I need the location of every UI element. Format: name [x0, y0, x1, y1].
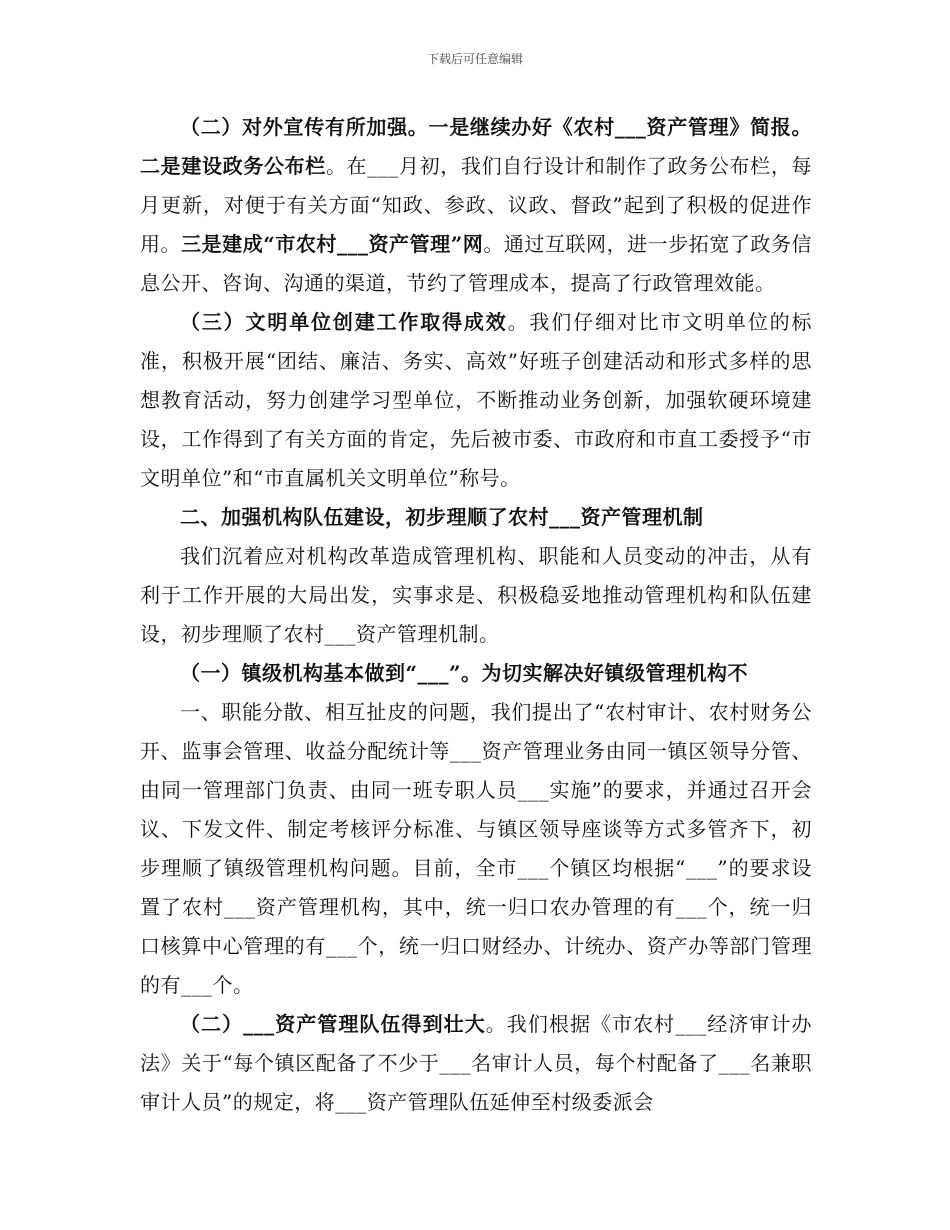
- document-body: [140, 108, 812, 1122]
- paragraph-publicity-text-1: 。在___月初，我们自行设计和制作了政务公布栏，每月更新，对便于有关方面“知政、参政、议政、督政”起到了积极的促进作用。: [140, 154, 813, 256]
- page-header: 下载后可任意编辑: [426, 52, 523, 66]
- paragraph-publicity-bold-1: （二）对外宣传有所加强。一是继续办好《农村___资产管理》简报。二是建设政务公布栏: [140, 115, 812, 178]
- paragraph-team-bold: （二）___资产管理队伍得到壮大: [180, 1012, 486, 1036]
- paragraph-publicity-text-2: 。通过互联网，进一步拓宽了政务信息公开、咨询、沟通的渠道，节约了管理成本，提高了行政管理效能。: [140, 232, 813, 295]
- paragraph-civilized-unit-text: 。我们仔细对比市文明单位的标准，积极开展“团结、廉洁、务实、高效”好班子创建活动和形式多样的思想教育活动，努力创建学习型单位，不断推动业务创新，加强软硬环境建设，工作得到了有关方面的肯定，先后被市委、市政府和市直工委授予“市文明单位”和“市直属机关文明单位”称号。: [140, 310, 813, 490]
- paragraph-team: [140, 1005, 812, 1122]
- paragraph-publicity: [140, 108, 812, 303]
- paragraph-civilized-unit-bold: （三）文明单位创建工作取得成效: [180, 310, 508, 334]
- paragraph-team-text: 。我们根据《市农村___经济审计办法》关于“每个镇区配备了不少于___名审计人员，每个村配备了___名兼职审计人员”的规定，将___资产管理队伍延伸至村级委派会: [140, 1012, 812, 1114]
- paragraph-town-institution: 一、职能分散、相互扯皮的问题，我们提出了“农村审计、农村财务公开、监事会管理、收益分配统计等___资产管理业务由同一镇区领导分管、由同一管理部门负责、由同一班专职人员___实施”的要求，并通过召开会议、下发文件、制定考核评分标准、与镇区领导座谈等方式多管齐下，初步理顺了镇级管理机构问题。目前，全市___个镇区均根据“___”的要求设置了农村___资产管理机构，其中，统一归口农办管理的有___个，统一归口核算中心管理的有___个，统一归口财经办、计统办、资产办等部门管理的有___个。: [140, 700, 812, 997]
- paragraph-institution: 我们沉着应对机构改革造成管理机构、职能和人员变动的冲击，从有利于工作开展的大局出发，实事求是、积极稳妥地推动管理机构和队伍建设，初步理顺了农村___资产管理机制。: [140, 544, 812, 646]
- subsection-heading-town: （一）镇级机构基本做到“___”。为切实解决好镇级管理机构不: [180, 661, 749, 685]
- paragraph-publicity-bold-2: 三是建成“市农村___资产管理”网: [181, 232, 484, 256]
- section-heading-2: 二、加强机构队伍建设，初步理顺了农村___资产管理机制: [180, 505, 704, 529]
- paragraph-civilized-unit: [140, 303, 812, 498]
